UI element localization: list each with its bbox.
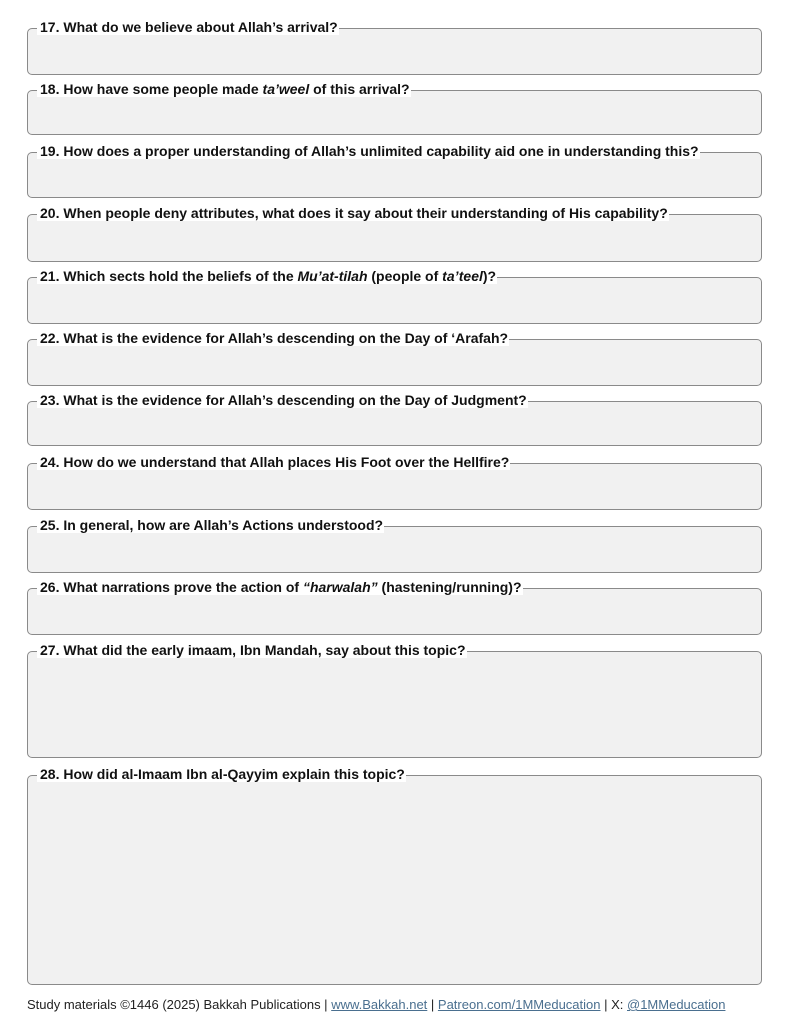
footer-separator: | bbox=[427, 997, 438, 1012]
answer-field[interactable] bbox=[28, 99, 761, 134]
copyright-text: Study materials ©1446 (2025) Bakkah Publications | bbox=[27, 997, 332, 1012]
question-text: 17. What do we believe about Allah’s arrival? bbox=[40, 19, 338, 35]
question-box-23 bbox=[27, 392, 762, 446]
answer-field[interactable] bbox=[28, 410, 761, 445]
italic-term: ta’teel bbox=[442, 268, 483, 284]
question-label bbox=[37, 766, 406, 782]
patreon-link[interactable]: Patreon.com/1MMeducation bbox=[437, 997, 601, 1012]
answer-field[interactable] bbox=[28, 348, 761, 385]
question-label bbox=[37, 330, 509, 346]
question-text: 19. How does a proper understanding of Allah’s unlimited capability aid one in understanding this? bbox=[40, 143, 699, 159]
question-text: 26. What narrations prove the action of bbox=[40, 579, 303, 595]
question-text: (people of bbox=[367, 268, 443, 284]
answer-field[interactable] bbox=[28, 472, 761, 509]
question-text: )? bbox=[482, 268, 497, 284]
question-text: 23. What is the evidence for Allah’s descending on the Day of Judgment? bbox=[40, 392, 527, 408]
footer bbox=[27, 997, 725, 1013]
question-label bbox=[37, 517, 384, 533]
question-text: of this arrival? bbox=[309, 81, 410, 97]
question-text: 28. How did al-Imaam Ibn al-Qayyim explain this topic? bbox=[40, 766, 405, 782]
question-box-18 bbox=[27, 81, 762, 135]
answer-field[interactable] bbox=[28, 784, 761, 984]
question-label bbox=[37, 143, 700, 159]
answer-field[interactable] bbox=[28, 286, 761, 323]
italic-term: “harwalah” bbox=[302, 579, 378, 595]
footer-separator: | X: bbox=[600, 997, 627, 1012]
answer-field[interactable] bbox=[28, 37, 761, 74]
bakkah-link[interactable]: www.Bakkah.net bbox=[331, 997, 428, 1012]
question-box-25 bbox=[27, 517, 762, 573]
question-text: 22. What is the evidence for Allah’s descending on the Day of ‘Arafah? bbox=[40, 330, 509, 346]
question-text: 25. In general, how are Allah’s Actions understood? bbox=[40, 517, 384, 533]
answer-field[interactable] bbox=[28, 161, 761, 197]
question-label bbox=[37, 579, 523, 595]
question-label bbox=[37, 19, 339, 35]
question-label bbox=[37, 205, 669, 221]
question-label bbox=[37, 81, 411, 97]
question-box-17 bbox=[27, 19, 762, 75]
question-text: (hastening/running)? bbox=[377, 579, 522, 595]
question-label bbox=[37, 268, 497, 284]
answer-field[interactable] bbox=[28, 660, 761, 757]
question-box-27 bbox=[27, 642, 762, 758]
question-text: 21. Which sects hold the beliefs of the bbox=[40, 268, 298, 284]
question-box-21 bbox=[27, 268, 762, 324]
italic-term: ta’weel bbox=[262, 81, 310, 97]
question-box-19 bbox=[27, 143, 762, 198]
answer-field[interactable] bbox=[28, 597, 761, 634]
question-label bbox=[37, 642, 467, 658]
question-text: 27. What did the early imaam, Ibn Mandah, say about this topic? bbox=[40, 642, 466, 658]
question-text: 24. How do we understand that Allah places His Foot over the Hellfire? bbox=[40, 454, 510, 470]
answer-field[interactable] bbox=[28, 223, 761, 261]
answer-field[interactable] bbox=[28, 535, 761, 572]
question-label bbox=[37, 392, 528, 408]
x-handle-link[interactable]: @1MMeducation bbox=[627, 997, 726, 1012]
question-box-28 bbox=[27, 766, 762, 985]
question-text: 20. When people deny attributes, what does it say about their understanding of His capability? bbox=[40, 205, 668, 221]
question-text: 18. How have some people made bbox=[40, 81, 263, 97]
question-box-22 bbox=[27, 330, 762, 386]
italic-term: Mu’at-tilah bbox=[297, 268, 368, 284]
question-box-20 bbox=[27, 205, 762, 262]
question-box-26 bbox=[27, 579, 762, 635]
question-box-24 bbox=[27, 454, 762, 510]
question-label bbox=[37, 454, 510, 470]
